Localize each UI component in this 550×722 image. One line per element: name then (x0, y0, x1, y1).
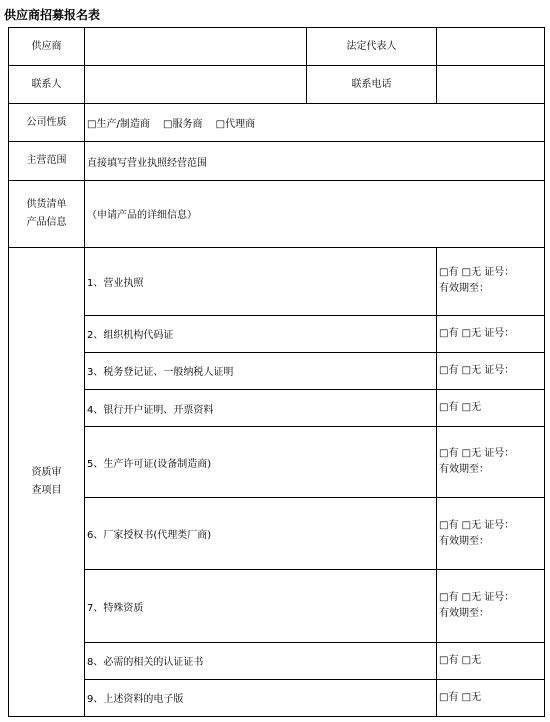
status-line: □有 □无 (439, 402, 482, 414)
qualification-item-status[interactable] (437, 315, 545, 352)
qualification-row (9, 679, 545, 716)
legal-rep-field[interactable] (437, 28, 545, 66)
qualification-row (9, 570, 545, 642)
qualification-item-status[interactable] (437, 679, 545, 716)
expiry-line: 有效期至： (439, 283, 489, 295)
qualification-item-name: 8、必需的相关的认证证书 (85, 642, 437, 679)
qualification-item-status[interactable] (437, 427, 545, 498)
registration-form-table (8, 27, 545, 717)
qualification-item-status[interactable] (437, 389, 545, 426)
qualification-item-name: 7、特殊资质 (85, 570, 437, 642)
supply-list-label-line1: 供货清单 (26, 198, 67, 210)
row-company-type (9, 104, 545, 142)
checkbox-agent[interactable]: □代理商 (215, 119, 256, 131)
qualification-row (9, 352, 545, 389)
qualification-item-name: 9、上述资料的电子版 (85, 679, 437, 716)
row-supplier (9, 28, 545, 66)
status-line: □有 □无 证号： (439, 519, 515, 531)
supply-list-label-line2: 产品信息 (26, 216, 67, 228)
row-contact (9, 66, 545, 104)
qualification-item-status[interactable] (437, 352, 545, 389)
qualification-label (9, 247, 85, 716)
expiry-line: 有效期至： (439, 535, 489, 547)
status-line: □有 □无 证号： (439, 448, 515, 460)
qualification-row (9, 642, 545, 679)
status-line: □有 □无 (439, 654, 482, 666)
qualification-item-name: 1、营业执照 (85, 247, 437, 315)
status-line: □有 □无 (439, 691, 482, 703)
qualification-item-status[interactable] (437, 570, 545, 642)
row-business-scope (9, 142, 545, 180)
contact-label: 联系人 (9, 66, 85, 104)
phone-label: 联系电话 (307, 66, 437, 104)
checkbox-manufacturer[interactable]: □生产/制造商 (87, 119, 150, 131)
qualification-row (9, 389, 545, 426)
qualification-row (9, 498, 545, 570)
qualification-item-status[interactable] (437, 642, 545, 679)
qualification-item-name: 5、生产许可证(设备制造商) (85, 427, 437, 498)
qualification-item-name: 6、厂家授权书(代理类厂商) (85, 498, 437, 570)
qualification-item-status[interactable] (437, 498, 545, 570)
qualification-label-line2: 查项目 (31, 484, 62, 496)
company-type-label: 公司性质 (9, 104, 85, 142)
supplier-field[interactable] (85, 28, 307, 66)
status-line: □有 □无 证号： (439, 267, 515, 279)
business-scope-label: 主营范围 (9, 142, 85, 180)
contact-field[interactable] (85, 66, 307, 104)
qualification-item-name: 3、税务登记证、一般纳税人证明 (85, 352, 437, 389)
supplier-label: 供应商 (9, 28, 85, 66)
qualification-item-status[interactable] (437, 247, 545, 315)
supply-list-label (9, 180, 85, 247)
form-title: 供应商招募报名表 (4, 8, 101, 22)
qualification-item-name: 4、银行开户证明、开票资料 (85, 389, 437, 426)
qualification-item-name: 2、组织机构代码证 (85, 315, 437, 352)
row-supply-list (9, 180, 545, 247)
legal-rep-label: 法定代表人 (307, 28, 437, 66)
qualification-label-line1: 资质审 (31, 466, 62, 478)
checkbox-service-provider[interactable]: □服务商 (163, 119, 203, 131)
company-type-options (85, 104, 545, 142)
status-line: □有 □无 证号： (439, 364, 515, 376)
status-line: □有 □无 证号： (439, 592, 515, 604)
supply-list-field[interactable]: （申请产品的详细信息） (85, 180, 545, 247)
business-scope-field[interactable]: 直接填写营业执照经营范围 (85, 142, 545, 180)
expiry-line: 有效期至： (439, 464, 489, 476)
qualification-row (9, 427, 545, 498)
qualification-row (9, 247, 545, 315)
status-line: □有 □无 证号： (439, 327, 515, 339)
qualification-row (9, 315, 545, 352)
expiry-line: 有效期至： (439, 608, 489, 620)
phone-field[interactable] (437, 66, 545, 104)
